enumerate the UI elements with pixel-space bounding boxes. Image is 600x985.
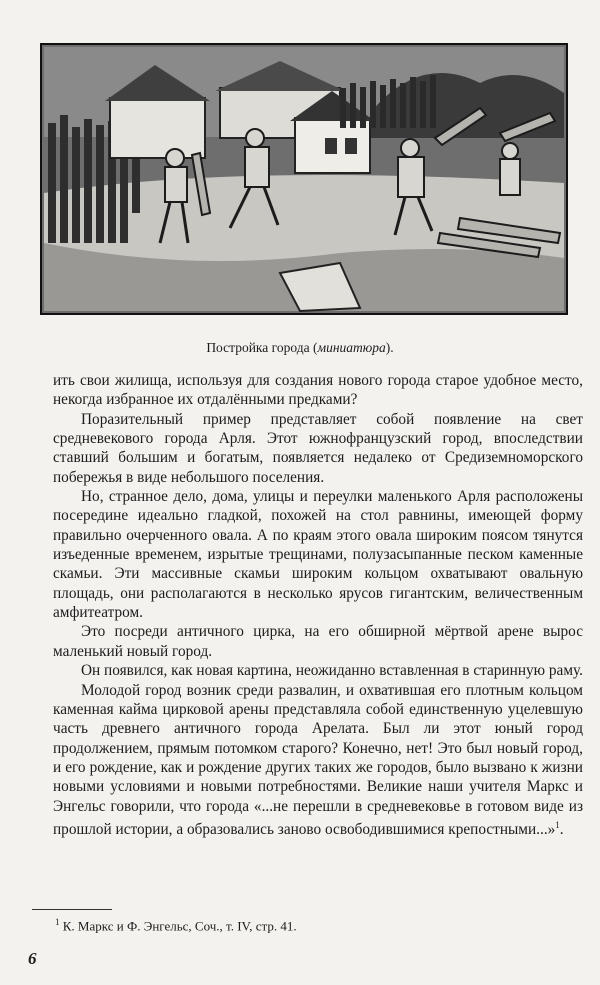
footnote-marker[interactable]: 1 <box>555 819 560 830</box>
paragraph: Это посреди античного цирка, на его обширной мёртвой арене вырос маленький новый город. <box>53 623 583 660</box>
footnote <box>55 917 297 934</box>
paragraph: Но, странное дело, дома, улицы и переулки маленького Арля расположены посередине идеально гладкой, похожей на стол равнины, имеющей форму правильно очерченного овала. А по краям этого овала широким поясом тянутся изъеденные временем, изрытые трещинами, полузасыпанные песком каменные скамьи. Эти массивные скамьи широким кольцом охватывают овальную площадь, они располагаются в несколько ярусов гигантским, величественным амфитеатром. <box>53 488 583 622</box>
woodcut-illustration <box>40 43 568 315</box>
footnote-number: 1 <box>55 917 60 927</box>
paragraph: Он появился, как новая картина, неожиданно вставленная в старинную раму. <box>81 662 583 680</box>
footnote-text: К. Маркс и Ф. Энгельс, Соч., т. IV, стр. 41. <box>62 918 297 934</box>
page-number: 6 <box>28 949 37 968</box>
body-text <box>53 371 583 839</box>
paragraph: Поразительный пример представляет собой появление на свет средневекового города Арля. Этот южнофранцузский город, впоследствии ставший большим и богатым, появляется недалеко от Средиземноморского побережья в виде небольшого поселения. <box>53 410 583 486</box>
paragraph: Молодой город возник среди развалин, и охватившая его плотным кольцом каменная кайма цирковой арены представляла собой единственную уцелевшую часть древнего античного города Арелата. Был ли этот юный город продолжением, прямым потомком старого? Конечно, нет! Это был новый город, и его рождение, как и рождение других таких же городов, было вызвано к жизни новыми условиями и новыми потребностями. Великие наши учителя Маркс и Энгельс говорили, что города «...не перешли в средневековье в готовом виде из прошлой истории, а образовались заново освободившимися крепостными...»$^1$. <box>53 681 583 838</box>
footnote-divider <box>32 909 112 910</box>
figure-caption: Постройка города (миниатюра). <box>206 340 394 355</box>
paragraph: ить свои жилища, используя для создания нового города старое удобное место, некогда избранное их отдалёнными предками? <box>53 372 583 409</box>
